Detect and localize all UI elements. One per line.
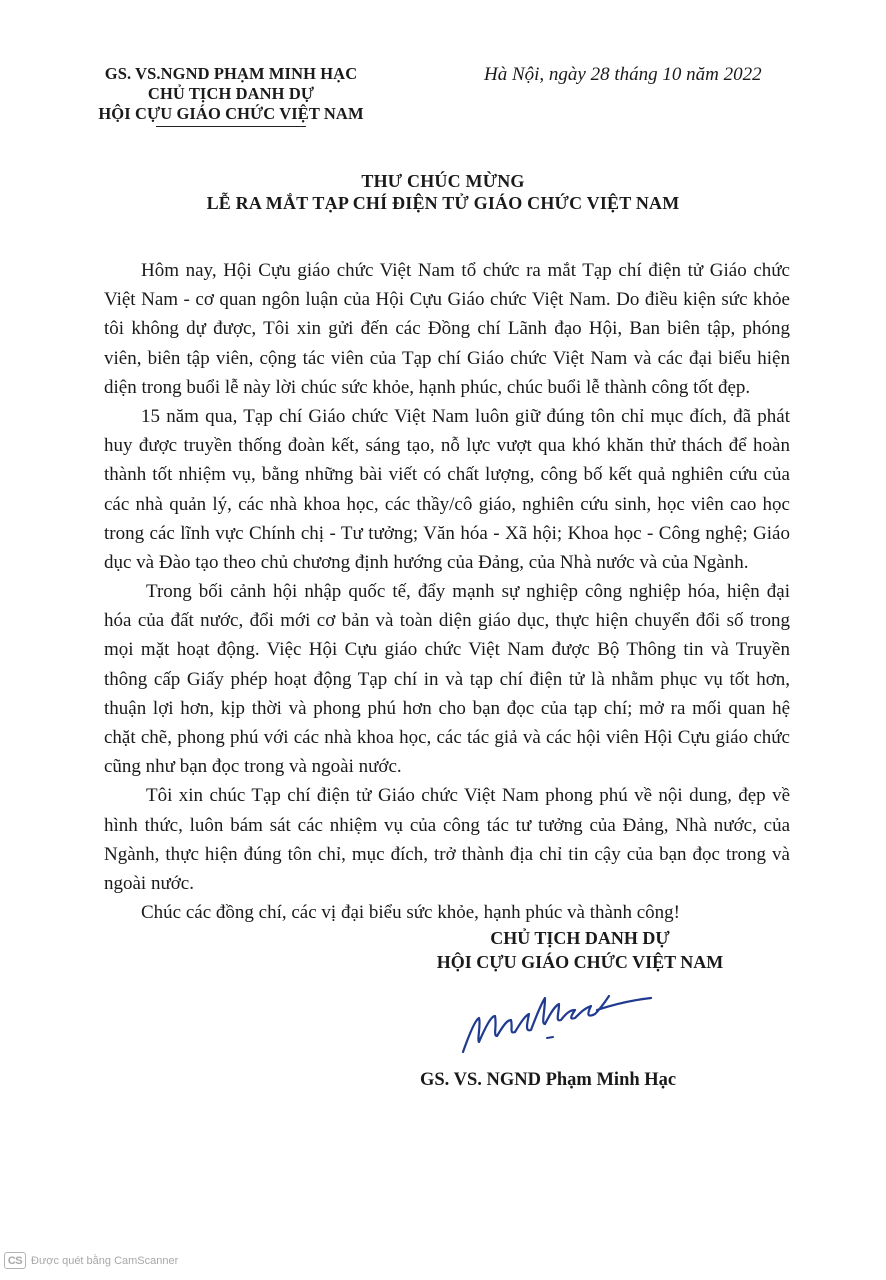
closing-title-line-1: CHỦ TỊCH DANH DỰ <box>490 928 670 948</box>
paragraph <box>104 577 790 781</box>
text-line: huy được truyền thống đoàn kết, sáng tạo, nỗ lực vượt qua khó khăn thử thách để hoàn <box>104 435 790 457</box>
text-line: Tôi xin chúc Tạp chí điện tử Giáo chức Việt Nam phong phú về nội dung, đẹp về <box>146 785 790 807</box>
sender-header <box>78 64 384 127</box>
text-line: Hôm nay, Hội Cựu giáo chức Việt Nam tổ chức ra mắt Tạp chí điện tử Giáo chức <box>141 260 790 281</box>
closing-title-line-2: HỘI CỰU GIÁO CHỨC VIỆT NAM <box>436 952 724 972</box>
signature-dot <box>547 1037 553 1038</box>
paragraph <box>104 898 790 927</box>
text-line: chặt chẽ, phong phú với các nhà khoa học, các tác giả và các hội viên Hội Cựu giáo chức <box>104 727 790 748</box>
text-line: các nhà quản lý, các nhà khoa học, các thầy/cô giáo, nghiên cứu sinh, học viên cao học <box>104 493 790 515</box>
sender-organization: HỘI CỰU GIÁO CHỨC VIỆT NAM <box>98 104 364 123</box>
paragraph <box>104 256 790 402</box>
text-line: diện trong buổi lễ này lời chúc sức khỏe, hạnh phúc, chúc buổi lễ thành công tốt đẹp. <box>104 376 751 398</box>
text-line: cũng như bạn đọc trong và ngoài nước. <box>104 756 402 778</box>
text-line: ngoài nước. <box>104 872 194 894</box>
text-line: thành tốt nhiệm vụ, bằng những bài viết có chất lượng, công bố kết quả nghiên cứu của <box>104 464 790 486</box>
text-line: trong các lĩnh vực Chính chị - Tư tưởng; Văn hóa - Xã hội; Khoa học - Công nghệ; Giáo <box>104 522 790 544</box>
camscanner-watermark <box>4 1252 178 1269</box>
text-line: viên, biên tập viên, cộng tác viên của Tạp chí Giáo chức Việt Nam và các đại biểu hiện <box>104 347 790 369</box>
text-line: thuận lợi hơn, kịp thời và phong phú hơn cho bạn đọc của tạp chí; mở ra mối quan hệ <box>104 697 790 719</box>
camscanner-logo-icon: CS <box>4 1252 26 1269</box>
place-date: Hà Nội, ngày 28 tháng 10 năm 2022 <box>484 64 762 85</box>
title-line-1: THƯ CHÚC MỪNG <box>361 171 525 191</box>
paragraph <box>104 781 790 898</box>
letter-title <box>0 170 886 214</box>
letter-body <box>104 256 790 927</box>
camscanner-label: Được quét bằng CamScanner <box>31 1254 179 1267</box>
text-line: Trong bối cảnh hội nhập quốc tế, đẩy mạnh sự nghiệp công nghiệp hóa, hiện đại <box>146 581 790 603</box>
text-line: 15 năm qua, Tạp chí Giáo chức Việt Nam luôn giữ đúng tôn chỉ mục đích, đã phát <box>141 405 790 427</box>
text-line: hình thức, luôn bám sát các nhiệm vụ của công tác tư tưởng của Đảng, Nhà nước, của <box>104 814 790 836</box>
text-line: mọi mặt hoạt động. Việc Hội Cựu giáo chức Việt Nam được Bộ Thông tin và Truyền <box>104 639 790 661</box>
text-line: Chúc các đồng chí, các vị đại biểu sức khỏe, hạnh phúc và thành công! <box>141 902 680 924</box>
text-line: thông cấp Giấy phép hoạt động Tạp chí in và tạp chí điện tử là nhằm phục vụ tốt hơn, <box>104 668 790 690</box>
text-line: dục và Đào tạo theo chủ chương định hướng của Đảng, của Nhà nước và của Ngành. <box>104 551 749 573</box>
sender-position: CHỦ TỊCH DANH DỰ <box>147 84 315 103</box>
text-line: hóa của đất nước, đổi mới cơ bản và toàn diện giáo dục, thực hiện chuyển đổi số trong <box>104 610 790 632</box>
text-line: tôi không dự được, Tôi xin gửi đến các Đồng chí Lãnh đạo Hội, Ban biên tập, phóng <box>104 318 790 340</box>
text-line: Ngành, thực hiện đúng tôn chỉ, mục đích, trở thành địa chỉ tin cậy của bạn đọc trong và <box>104 843 790 865</box>
signature-stroke <box>463 996 651 1052</box>
handwritten-signature <box>455 990 655 1060</box>
title-line-2: LỄ RA MẮT TẠP CHÍ ĐIỆN TỬ GIÁO CHỨC VIỆT NAM <box>206 193 680 213</box>
text-line: Việt Nam - cơ quan ngôn luận của Hội Cựu Giáo chức Việt Nam. Do điều kiện sức khỏe <box>104 289 790 311</box>
signer-name: GS. VS. NGND Phạm Minh Hạc <box>420 1070 677 1090</box>
header-underline <box>156 126 306 127</box>
closing-title <box>400 926 760 974</box>
sender-name: GS. VS.NGND PHẠM MINH HẠC <box>104 64 358 83</box>
paragraph <box>104 402 790 577</box>
